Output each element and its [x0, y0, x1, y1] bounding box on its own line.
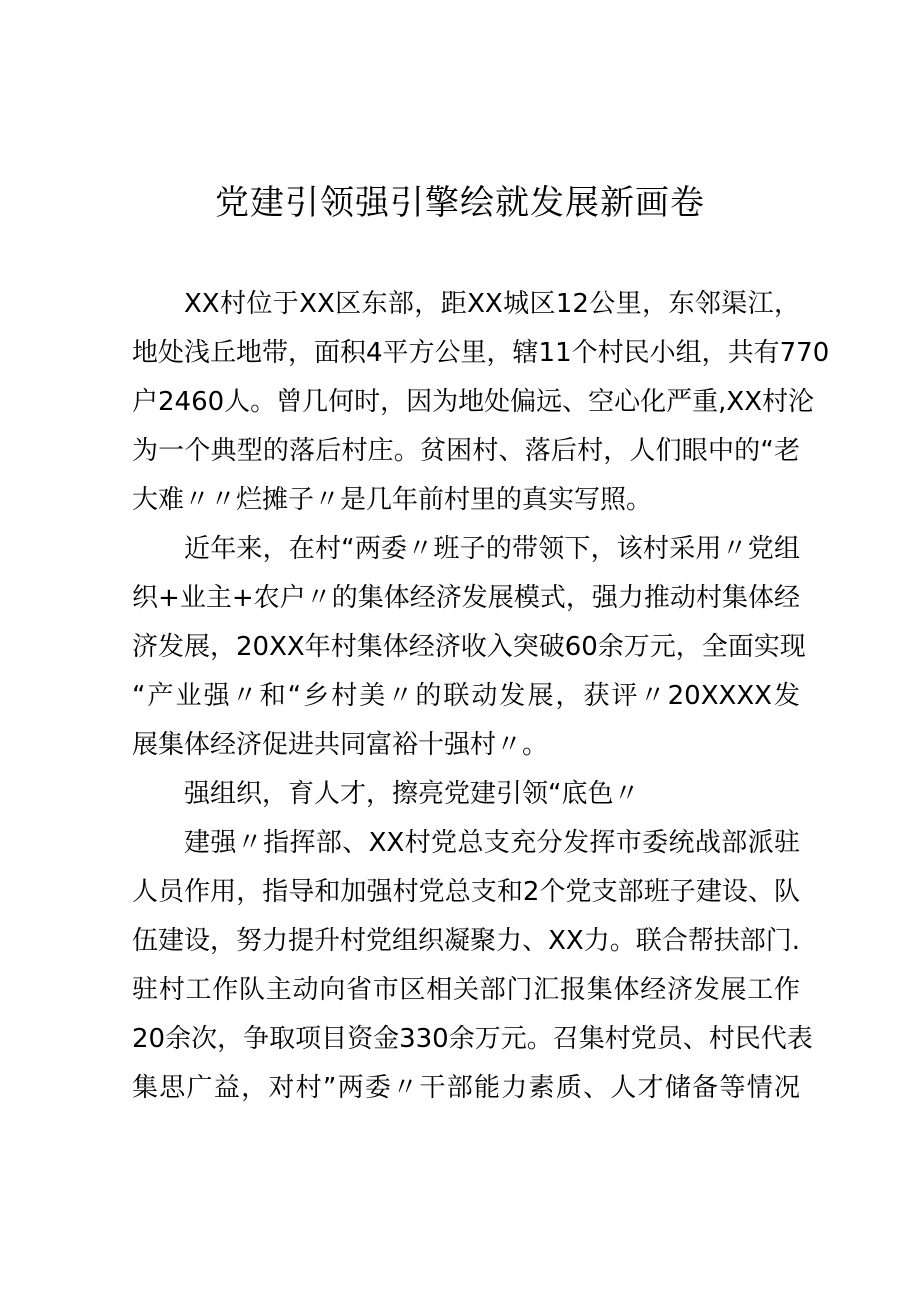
paragraph-3-line-1: 建强〃指挥部、XX村党总支充分发挥市委统战部派驻 [184, 828, 800, 858]
paragraph-2-line-4: “产业强〃和“乡村美〃的联动发展，获评〃20XXXX发 [132, 681, 800, 711]
paragraph-3-line-5: 20余次，争取项目资金330余万元。召集村党员、村民代表 [132, 1024, 813, 1054]
paragraph-1-line-3: 户2460人。曾几何时，因为地处偏远、空心化严重,XX村沦 [132, 387, 815, 417]
paragraph-2-line-2: 织+业主+农户〃的集体经济发展模式，强力推动村集体经 [132, 583, 800, 613]
paragraph-3-line-4: 驻村工作队主动向省市区相关部门汇报集体经济发展工作 [132, 975, 800, 1005]
document-body [132, 280, 830, 1113]
paragraph-1-line-4: 为一个典型的落后村庄。贫困村、落后村，人们眼中的“老 [132, 436, 800, 466]
paragraph-2-line-1: 近年来，在村“两委〃班子的带领下，该村采用〃党组 [184, 534, 800, 564]
paragraph-2-line-5: 展集体经济促进共同富裕十强村〃。 [132, 730, 549, 760]
paragraph-1-line-2: 地处浅丘地带，面积4平方公里，辖11个村民小组，共有770 [132, 338, 830, 368]
paragraph-1-line-1: XX村位于XX区东部，距XX城区12公里，东邻渠江， [184, 289, 800, 319]
paragraph-3-line-2: 人员作用，指导和加强村党总支和2个党支部班子建设、队 [132, 877, 800, 907]
document-title: 党建引领强引擎绘就发展新画卷 [215, 183, 705, 223]
paragraph-3-line-3: 伍建设，努力提升村党组织凝聚力、XX力。联合帮扶部门. [132, 926, 800, 956]
paragraph-1-line-5: 大难〃〃烂摊子〃是几年前村里的真实写照。 [132, 485, 653, 515]
paragraph-3-line-6: 集思广益，对村”两委〃干部能力素质、人才储备等情况 [132, 1073, 800, 1103]
section-heading: 强组织，育人才，擦亮党建引领“底色〃 [184, 779, 640, 809]
paragraph-2-line-3: 济发展，20XX年村集体经济收入突破60余万元，全面实现 [132, 632, 806, 662]
